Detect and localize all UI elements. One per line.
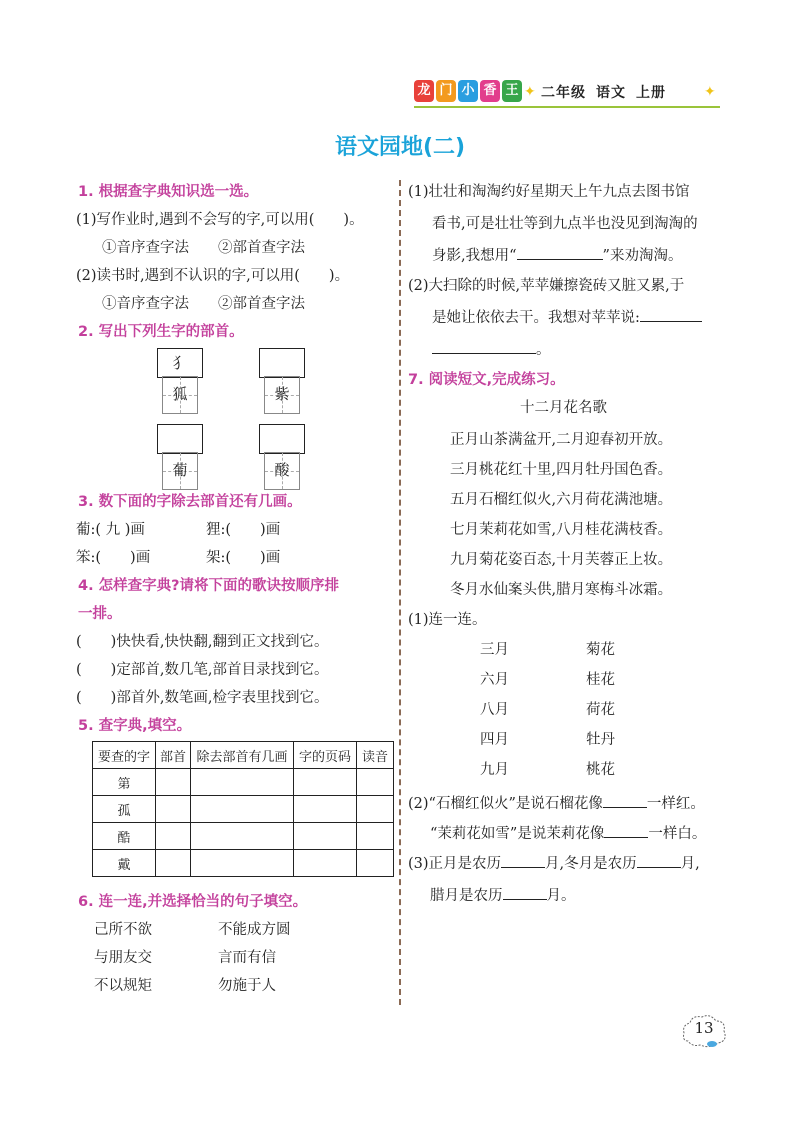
flower-item[interactable]: 菊花 bbox=[586, 642, 615, 658]
q1-heading: 1. 根据查字典知识选一选。 bbox=[78, 184, 259, 200]
page-number: 13 bbox=[694, 1019, 714, 1037]
p1-text: ”来劝淘淘。 bbox=[602, 248, 683, 264]
table-header: 字的页码 bbox=[294, 742, 357, 769]
q7-s3-cont bbox=[430, 884, 576, 905]
q7-s3-text: 月, bbox=[680, 856, 700, 872]
poem-line: 三月桃花红十里,四月牡丹国色香。 bbox=[450, 462, 673, 478]
flower-item[interactable]: 桂花 bbox=[586, 672, 615, 688]
month-item[interactable]: 四月 bbox=[480, 732, 509, 748]
header-rule bbox=[414, 106, 720, 108]
volume-label: 上册 bbox=[636, 85, 666, 101]
q4-line: ( )定部首,数几笔,部首目录找到它。 bbox=[76, 662, 329, 678]
char-grid bbox=[264, 452, 300, 490]
answer-blank[interactable] bbox=[517, 259, 603, 260]
idiom-right[interactable]: 不能成方圆 bbox=[218, 922, 291, 938]
q7-s3 bbox=[408, 852, 700, 873]
char-grid bbox=[264, 376, 300, 414]
p1-text: 身影,我想用“ bbox=[432, 248, 517, 264]
p1-line: 看书,可是壮壮等到九点半也没见到淘淘的 bbox=[432, 216, 698, 232]
q7-heading: 7. 阅读短文,完成练习。 bbox=[408, 372, 565, 388]
radical-answer: 犭 bbox=[172, 354, 188, 372]
q1-s1: (1)写作业时,遇到不会写的字,可以用( )。 bbox=[76, 212, 364, 228]
star-icon: ✦ bbox=[524, 84, 536, 100]
q2-heading: 2. 写出下列生字的部首。 bbox=[78, 324, 244, 340]
logo-char: 门 bbox=[436, 80, 456, 102]
p2-text: 是她让依依去干。我想对苹苹说: bbox=[432, 310, 640, 326]
table-header: 除去部首有几画 bbox=[191, 742, 294, 769]
q1-s2: (2)读书时,遇到不认识的字,可以用( )。 bbox=[76, 268, 350, 284]
q7-s1: (1)连一连。 bbox=[408, 612, 487, 628]
q7-s2 bbox=[408, 792, 705, 813]
q3-item: 架:( )画 bbox=[206, 550, 281, 566]
p2-line bbox=[432, 338, 551, 359]
table-header: 部首 bbox=[156, 742, 191, 769]
grid-char: 狐 bbox=[172, 385, 188, 403]
q4-heading-cont: 一排。 bbox=[78, 606, 122, 622]
grade-label: 二年级 bbox=[541, 85, 586, 101]
logo-char: 小 bbox=[458, 80, 478, 102]
month-item[interactable]: 八月 bbox=[480, 702, 509, 718]
table-cell: 孤 bbox=[93, 796, 156, 823]
idiom-left[interactable]: 己所不欲 bbox=[94, 922, 152, 938]
char-grid bbox=[162, 452, 198, 490]
subject-label: 语文 bbox=[596, 85, 626, 101]
page-title: 语文园地(二) bbox=[334, 135, 466, 160]
q7-s3-text: 月。 bbox=[546, 888, 576, 904]
q7-s2-text: 一样红。 bbox=[646, 796, 705, 812]
dictionary-table bbox=[92, 741, 394, 877]
column-divider bbox=[399, 180, 401, 1005]
radical-answer-box[interactable] bbox=[157, 348, 203, 378]
book-info bbox=[541, 82, 676, 102]
poem-line: 五月石榴红似火,六月荷花满池塘。 bbox=[450, 492, 673, 508]
q4-line: ( )部首外,数笔画,检字表里找到它。 bbox=[76, 690, 329, 706]
p2-text: 。 bbox=[536, 342, 551, 358]
idiom-left[interactable]: 不以规矩 bbox=[94, 978, 152, 994]
star-icon: ✦ bbox=[704, 84, 716, 100]
q3-item: 狸:( )画 bbox=[206, 522, 281, 538]
grid-char: 酸 bbox=[274, 461, 290, 479]
poem-line: 冬月水仙案头供,腊月寒梅斗冰霜。 bbox=[450, 582, 673, 598]
flower-item[interactable]: 桃花 bbox=[586, 762, 615, 778]
logo-char: 香 bbox=[480, 80, 500, 102]
poem-title: 十二月花名歌 bbox=[520, 400, 607, 416]
answer-blank[interactable] bbox=[432, 353, 536, 354]
month-item[interactable]: 六月 bbox=[480, 672, 509, 688]
poem-line: 正月山茶满盆开,二月迎春初开放。 bbox=[450, 432, 673, 448]
table-row bbox=[93, 823, 394, 850]
idiom-right[interactable]: 勿施于人 bbox=[218, 978, 276, 994]
table-header: 读音 bbox=[357, 742, 394, 769]
table-cell: 戴 bbox=[93, 850, 156, 877]
table-row bbox=[93, 796, 394, 823]
answer-blank[interactable] bbox=[503, 899, 547, 900]
grid-char: 葡 bbox=[172, 461, 188, 479]
q7-s3-text: 腊月是农历 bbox=[430, 888, 503, 904]
answer-blank[interactable] bbox=[603, 807, 647, 808]
table-row bbox=[93, 769, 394, 796]
char-grid bbox=[162, 376, 198, 414]
q7-s2-text: “茉莉花如雪”是说茉莉花像 bbox=[430, 826, 605, 842]
q7-s3-text: (3)正月是农历 bbox=[408, 856, 502, 872]
q3-item: 笨:( )画 bbox=[76, 550, 151, 566]
q7-s2-text: 一样白。 bbox=[648, 826, 707, 842]
p1-line-start bbox=[432, 244, 682, 265]
q3-item: 葡:( 九 )画 bbox=[76, 522, 145, 538]
poem-line: 七月茉莉花如雪,八月桂花满枝香。 bbox=[450, 522, 673, 538]
answer-blank[interactable] bbox=[604, 837, 648, 838]
table-cell: 第 bbox=[93, 769, 156, 796]
q7-s2-text: (2)“石榴红似火”是说石榴花像 bbox=[408, 796, 603, 812]
q4-line: ( )快快看,快快翻,翻到正文找到它。 bbox=[76, 634, 329, 650]
poem-line: 九月菊花姿百态,十月芙蓉正上妆。 bbox=[450, 552, 673, 568]
flower-item[interactable]: 牡丹 bbox=[586, 732, 615, 748]
p1-line: (1)壮壮和淘淘约好星期天上午九点去图书馆 bbox=[408, 184, 690, 200]
logo-char: 龙 bbox=[414, 80, 434, 102]
table-row bbox=[93, 850, 394, 877]
radical-answer-box[interactable] bbox=[259, 424, 305, 454]
month-item[interactable]: 三月 bbox=[480, 642, 509, 658]
month-item[interactable]: 九月 bbox=[480, 762, 509, 778]
idiom-left[interactable]: 与朋友交 bbox=[94, 950, 152, 966]
q1-s2-options: ①音序查字法 ②部首查字法 bbox=[102, 296, 305, 312]
series-logo bbox=[414, 80, 522, 102]
table-header: 要查的字 bbox=[93, 742, 156, 769]
q3-heading: 3. 数下面的字除去部首还有几画。 bbox=[78, 494, 302, 510]
page-number-badge bbox=[682, 1013, 726, 1049]
q4-heading: 4. 怎样查字典?请将下面的歌诀按顺序排 bbox=[78, 578, 340, 594]
answer-blank[interactable] bbox=[637, 867, 681, 868]
radical-answer-box[interactable] bbox=[259, 348, 305, 378]
q5-heading: 5. 查字典,填空。 bbox=[78, 718, 192, 734]
p2-line bbox=[432, 306, 702, 327]
p2-line: (2)大扫除的时候,苹苹嫌擦瓷砖又脏又累,于 bbox=[408, 278, 685, 294]
flower-item[interactable]: 荷花 bbox=[586, 702, 615, 718]
radical-answer-box[interactable] bbox=[157, 424, 203, 454]
q1-s1-options: ①音序查字法 ②部首查字法 bbox=[102, 240, 305, 256]
q7-s3-text: 月,冬月是农历 bbox=[545, 856, 637, 872]
grid-char: 紫 bbox=[274, 385, 290, 403]
q6-heading: 6. 连一连,并选择恰当的句子填空。 bbox=[78, 894, 308, 910]
answer-blank[interactable] bbox=[640, 321, 702, 322]
table-cell: 酷 bbox=[93, 823, 156, 850]
answer-blank[interactable] bbox=[501, 867, 545, 868]
logo-char: 王 bbox=[502, 80, 522, 102]
idiom-right[interactable]: 言而有信 bbox=[218, 950, 276, 966]
q7-s2-cont bbox=[430, 822, 706, 843]
